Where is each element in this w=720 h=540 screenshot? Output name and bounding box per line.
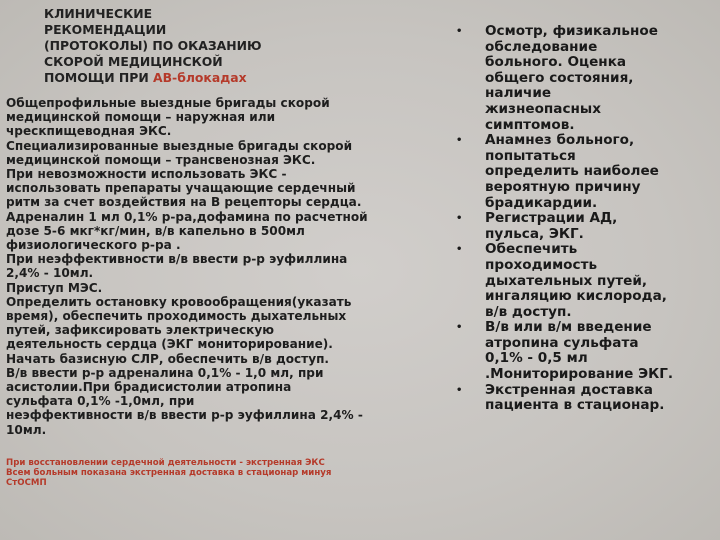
list-item — [456, 211, 718, 242]
text-line: асистолии.При брадисистолии атропина — [6, 380, 292, 395]
text-line: дозе 5-6 мкг*кг/мин, в/в капельно в 500мл — [6, 223, 305, 238]
list-item-line: Экстренная доставка — [485, 381, 653, 398]
list-item — [456, 133, 718, 211]
text-line: При неэффективности в/в ввести р-р эуфиллина — [6, 252, 348, 267]
text-line: деятельность сердца (ЭКГ мониторирование). — [6, 337, 333, 352]
title-line: (ПРОТОКОЛЫ) ПО ОКАЗАНИЮ — [44, 38, 262, 53]
bullet-icon: • — [456, 384, 463, 396]
text-line: время), обеспечить проходимость дыхательных — [6, 309, 347, 324]
bullet-icon: • — [456, 26, 463, 37]
title-line — [44, 70, 426, 86]
bullet-icon: • — [456, 322, 463, 334]
list-item-line: попытаться — [485, 147, 576, 164]
slide-title — [44, 6, 426, 86]
text-line: Общепрофильные выездные бригады скорой — [6, 96, 330, 110]
text-line: 2,4% - 10мл. — [6, 266, 94, 281]
title-accent: АВ-блокадах — [153, 70, 247, 85]
list-item — [456, 383, 718, 414]
right-column — [456, 24, 718, 414]
list-item-line: дыхательных путей, — [485, 272, 648, 289]
text-line: физиологического р-ра . — [6, 238, 181, 253]
bullet-icon: • — [456, 213, 463, 225]
text-line: Специализированные выездные бригады скорой — [6, 138, 353, 153]
list-item-line: в/в доступ. — [485, 303, 572, 320]
text-line: Приступ МЭС. — [6, 280, 103, 295]
list-item-line: .Мониторирование ЭКГ. — [485, 366, 674, 383]
text-line: медицинской помощи – наружная или — [6, 110, 276, 125]
list-item-line: вероятную причину — [485, 178, 641, 195]
list-item — [456, 320, 718, 382]
list-item-line: общего состояния, — [485, 69, 634, 86]
left-column — [6, 6, 426, 437]
text-line: ритм за счет воздействия на В рецепторы сердца. — [6, 195, 362, 210]
text-line: Определить остановку кровообращения(указать — [6, 294, 352, 309]
list-item-line: Регистрации АД, — [485, 210, 618, 227]
bullet-icon: • — [456, 135, 463, 147]
list-item — [456, 242, 718, 320]
text-line: путей, зафиксировать электрическую — [6, 323, 274, 338]
list-item — [456, 24, 718, 133]
text-line: медицинской помощи – трансвенозная ЭКС. — [6, 152, 316, 167]
list-item-line: симптомов. — [485, 116, 575, 133]
text-line: Адреналин 1 мл 0,1% р-ра,дофамина по расчетной — [6, 209, 368, 224]
title-line: РЕКОМЕНДАЦИИ — [44, 22, 167, 37]
list-item-line: наличие — [485, 85, 552, 102]
bullet-list — [456, 24, 718, 414]
list-item-line: пульса, ЭКГ. — [485, 225, 584, 242]
text-line: использовать препараты учащающие сердечный — [6, 181, 356, 196]
footnote-line: Всем больным показана экстренная доставка в стационар минуя — [6, 468, 332, 478]
text-line: чрескпищеводная ЭКС. — [6, 124, 172, 139]
list-item-line: 0,1% - 0,5 мл — [485, 350, 588, 367]
list-item-line: ингаляцию кислорода, — [485, 288, 667, 305]
text-line: сульфата 0,1% -1,0мл, при — [6, 394, 195, 409]
list-item-line: брадикардии. — [485, 194, 598, 211]
title-line: КЛИНИЧЕСКИЕ — [44, 6, 153, 21]
text-line: При невозможности использовать ЭКС - — [6, 167, 287, 182]
list-item-line: Осмотр, физикальное — [485, 23, 658, 39]
footnote-line: СтОСМП — [6, 478, 47, 488]
list-item-line: проходимость — [485, 256, 598, 273]
footnote — [6, 458, 426, 488]
list-item-line: пациента в стационар. — [485, 397, 665, 414]
text-line: В/в ввести р-р адреналина 0,1% - 1,0 мл, при — [6, 365, 324, 380]
list-item-line: обследование — [485, 38, 598, 55]
text-line: неэффективности в/в ввести р-р эуфиллина 2,4% - — [6, 408, 363, 423]
list-item-line: больного. Оценка — [485, 54, 627, 71]
list-item-line: определить наиболее — [485, 163, 659, 180]
bullet-icon: • — [456, 244, 463, 256]
list-item-line: атропина сульфата — [485, 334, 639, 351]
text-line: 10мл. — [6, 422, 47, 437]
footnote-line: При восстановлении сердечной деятельности - экстренная ЭКС — [6, 458, 325, 468]
title-line: СКОРОЙ МЕДИЦИНСКОЙ — [44, 54, 223, 69]
title-prefix: ПОМОЩИ ПРИ — [44, 70, 154, 85]
list-item-line: Анамнез больного, — [485, 132, 635, 149]
list-item-line: В/в или в/м введение — [485, 319, 652, 336]
protocol-text — [6, 96, 426, 437]
text-line: Начать базисную СЛР, обеспечить в/в доступ. — [6, 351, 330, 366]
list-item-line: жизнеопасных — [485, 100, 601, 117]
list-item-line: Обеспечить — [485, 241, 578, 258]
